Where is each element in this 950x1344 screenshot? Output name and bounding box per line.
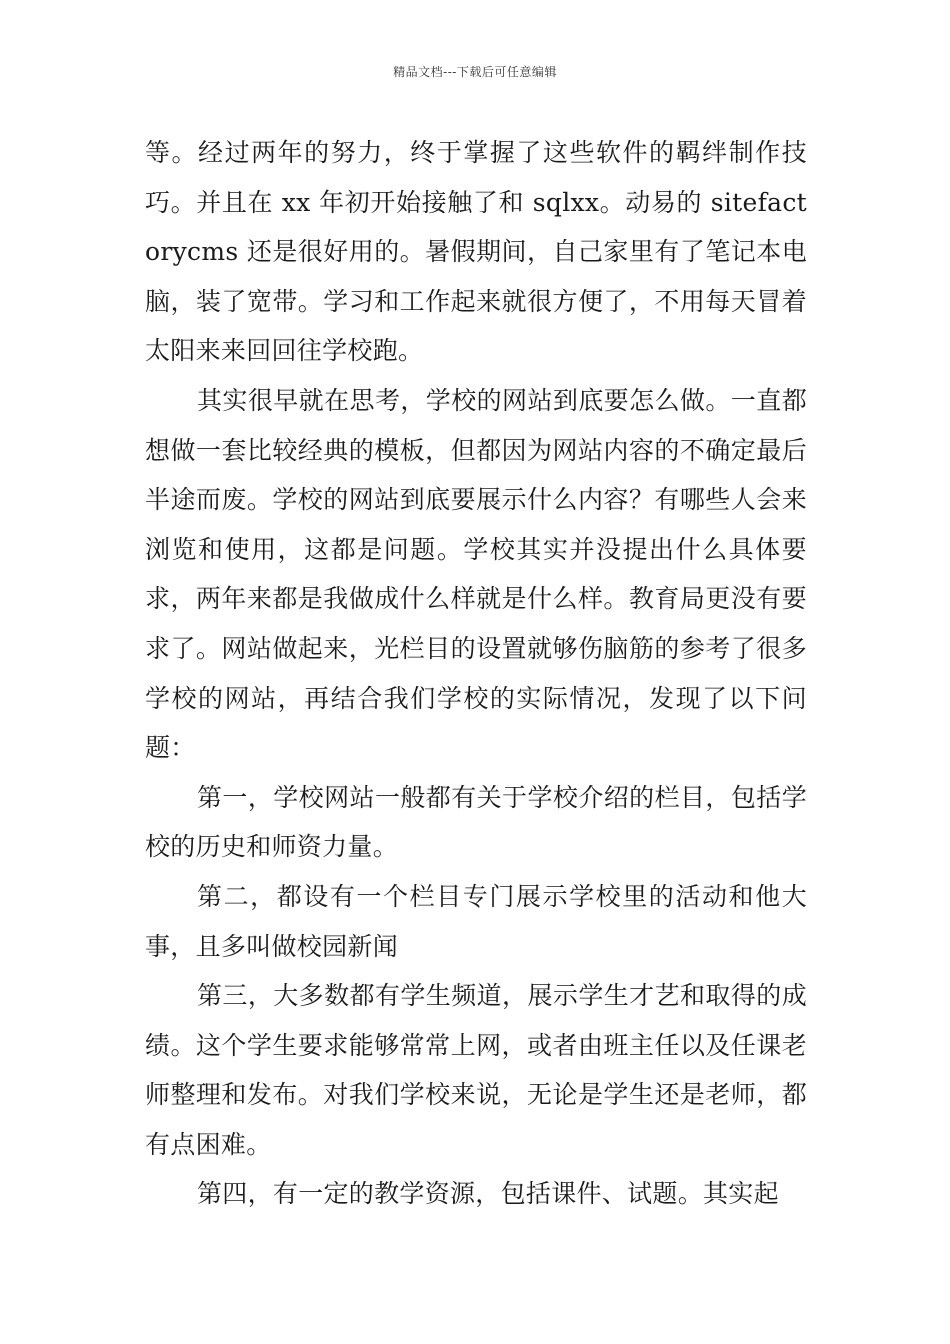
page-header: 精品文档---下载后可任意编辑 [393, 65, 557, 79]
paragraph-2: 其实很早就在思考，学校的网站到底要怎么做。一直都想做一套比较经典的模板，但都因为网站内容的不确定最后半途而废。学校的网站到底要展示什么内容？有哪些人会来浏览和使用，这都是问题。学校其实并没提出什么具体要求，两年来都是我做成什么样就是什么样。教育局更没有要求了。网站做起来，光栏目的设置就够伤脑筋的参考了很多学校的网站，再结合我们学校的实际情况，发现了以下问题： [145, 385, 807, 763]
paragraph-4: 第二，都设有一个栏目专门展示学校里的活动和他大事，且多叫做校园新闻 [145, 881, 807, 961]
paragraph-1: 等。经过两年的努力，终于掌握了这些软件的羁绊制作技巧。并且在 xx 年初开始接触了和 sqlxx。动易的 sitefactorycms 还是很好用的。暑假期间，自己家里有了笔记本电脑，装了宽带。学习和工作起来就很方便了，不用每天冒着太阳来来回回往学校跑。 [145, 138, 807, 366]
document-body [145, 128, 807, 1219]
paragraph-5: 第三，大多数都有学生频道，展示学生才艺和取得的成绩。这个学生要求能够常常上网，或者由班主任以及任课老师整理和发布。对我们学校来说，无论是学生还是老师，都有点困难。 [145, 981, 807, 1159]
paragraph-6: 第四，有一定的教学资源，包括课件、试题。其实起 [197, 1179, 779, 1209]
paragraph-3: 第一，学校网站一般都有关于学校介绍的栏目，包括学校的历史和师资力量。 [145, 782, 807, 862]
